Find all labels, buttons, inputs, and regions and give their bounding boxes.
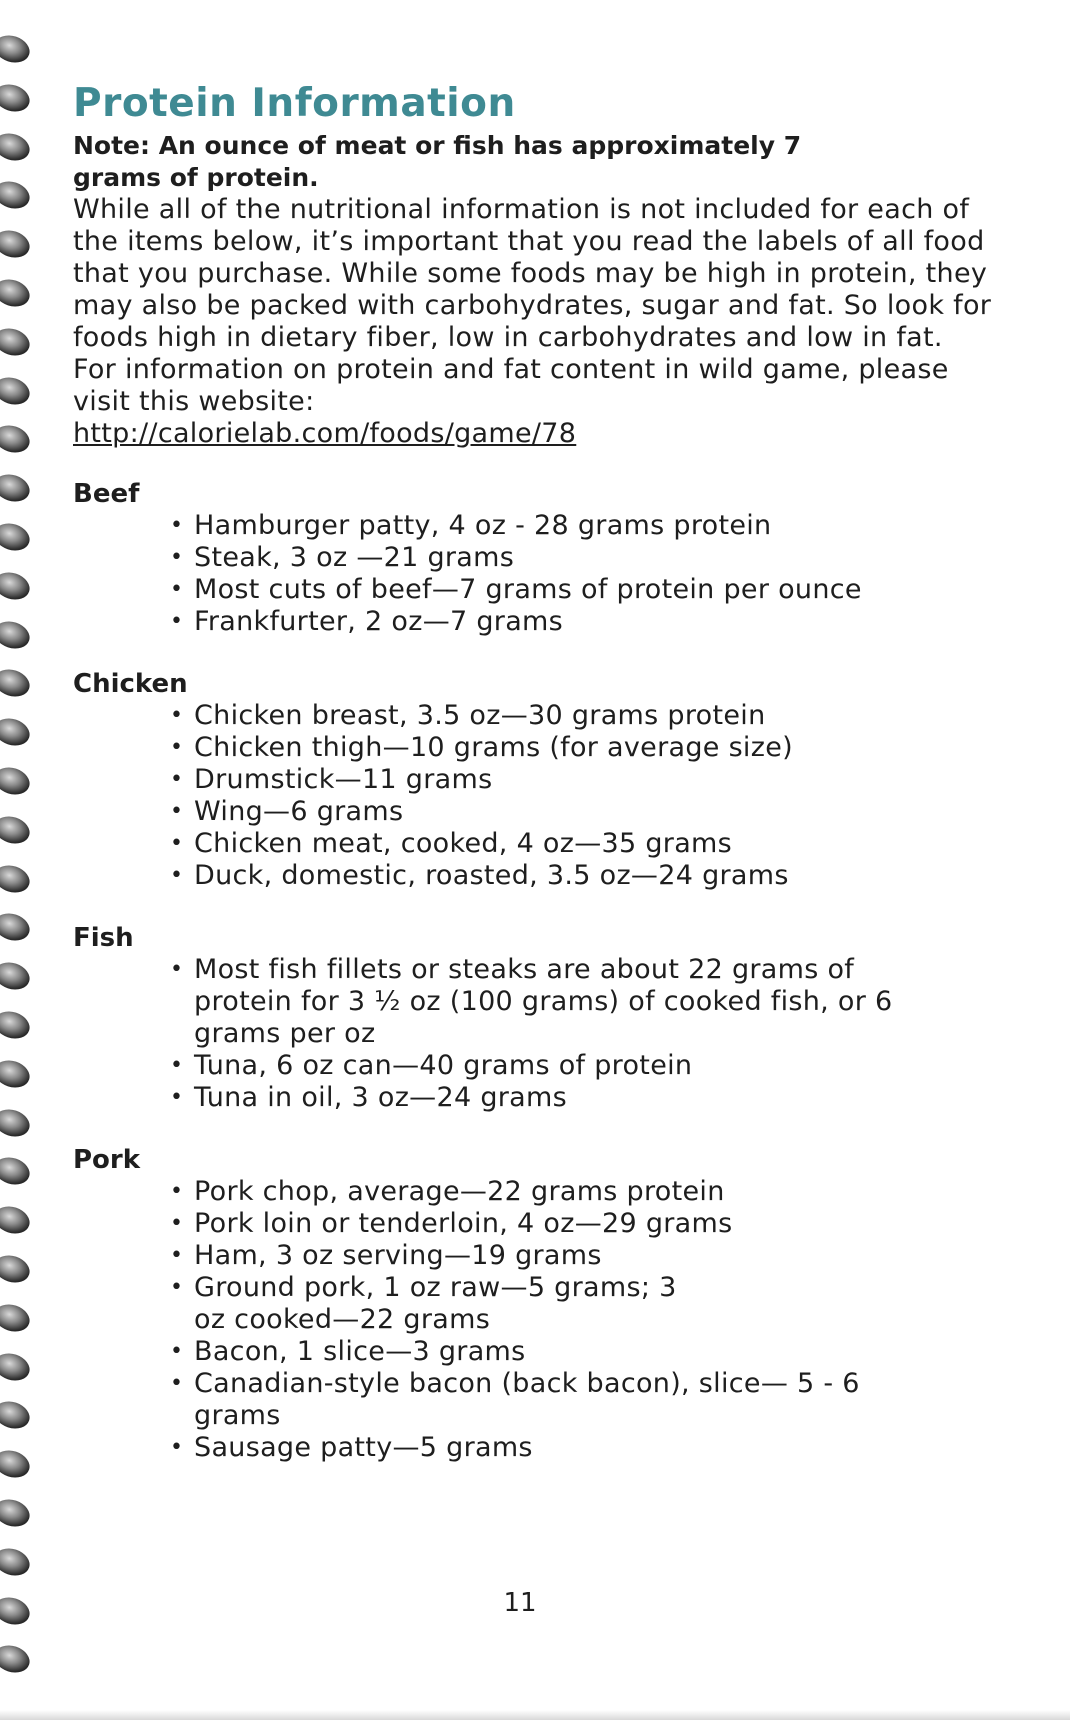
binding-coil	[0, 1202, 33, 1238]
beef-list	[73, 510, 1013, 638]
binding-coil	[0, 470, 33, 506]
binding-coil	[0, 1349, 33, 1385]
binding-coil	[0, 226, 33, 262]
chicken-list	[73, 700, 1013, 892]
binding-coil	[0, 275, 33, 311]
section-heading: Chicken	[73, 669, 188, 699]
list-item: • Ground pork, 1 oz raw—5 grams; 3 oz cooked—22 grams	[170, 1272, 714, 1336]
list-item: • Sausage patty—5 grams	[170, 1432, 1013, 1464]
binding-coil	[0, 519, 33, 555]
binding-coil	[0, 763, 33, 799]
binding-coil	[0, 421, 33, 457]
calorielab-link[interactable]: http://calorielab.com/foods/game/78	[73, 418, 577, 449]
list-item: • Chicken breast, 3.5 oz—30 grams protein	[170, 700, 1013, 732]
section-beef	[73, 478, 1013, 638]
section-heading: Beef	[73, 479, 140, 509]
list-item: • Wing—6 grams	[170, 796, 1013, 828]
list-item: • Pork loin or tenderloin, 4 oz—29 grams	[170, 1208, 1013, 1240]
list-item: • Pork chop, average—22 grams protein	[170, 1176, 1013, 1208]
binding-coil	[0, 177, 33, 213]
page-content	[73, 78, 1013, 1464]
list-item: • Tuna, 6 oz can—40 grams of protein	[170, 1050, 1013, 1082]
section-heading: Pork	[73, 1145, 141, 1175]
list-item: • Tuna in oil, 3 oz—24 grams	[170, 1082, 1013, 1114]
page-title: Protein Information	[73, 81, 516, 126]
binding-coil	[0, 1007, 33, 1043]
section-fish	[73, 922, 1013, 1114]
spiral-binding	[0, 0, 40, 1720]
binding-coil	[0, 1397, 33, 1433]
binding-coil	[0, 714, 33, 750]
binding-coil	[0, 129, 33, 165]
binding-coil	[0, 1446, 33, 1482]
list-item: • Ham, 3 oz serving—19 grams	[170, 1240, 1013, 1272]
intro-paragraph: While all of the nutritional information is not included for each of the items below, it’s important that you read the labels of all food that you purchase. While some foods may be high in protein, they may also be packed with carbohydrates, sugar and fat. So look for foods high in dietary fiber, low in carbohydrates and low in fat.	[73, 194, 992, 353]
binding-coil	[0, 617, 33, 653]
binding-coil	[0, 1495, 33, 1531]
list-item: • Most cuts of beef—7 grams of protein per ounce	[170, 574, 1013, 606]
binding-coil	[0, 31, 33, 67]
binding-coil	[0, 1300, 33, 1336]
binding-coil	[0, 324, 33, 360]
binding-coil	[0, 958, 33, 994]
page-bottom-edge	[0, 1710, 1070, 1720]
binding-coil	[0, 1105, 33, 1141]
list-item: • Chicken meat, cooked, 4 oz—35 grams	[170, 828, 1013, 860]
list-item: • Duck, domestic, roasted, 3.5 oz—24 grams	[170, 860, 1013, 892]
binding-coil	[0, 909, 33, 945]
binding-coil	[0, 665, 33, 701]
list-item: • Chicken thigh—10 grams (for average size)	[170, 732, 1013, 764]
binding-coil	[0, 568, 33, 604]
page-number: 11	[503, 1588, 537, 1618]
list-item: • Most fish fillets or steaks are about 22 grams of protein for 3 ½ oz (100 grams) of cooked fish, or 6 grams per oz	[170, 954, 934, 1050]
wild-game-text: For information on protein and fat content in wild game, please visit this website:	[73, 354, 949, 417]
section-heading: Fish	[73, 923, 134, 953]
binding-coil	[0, 80, 33, 116]
section-pork	[73, 1144, 1013, 1464]
list-item: • Frankfurter, 2 oz—7 grams	[170, 606, 1013, 638]
binding-coil	[0, 373, 33, 409]
list-item: • Hamburger patty, 4 oz - 28 grams protein	[170, 510, 1013, 542]
binding-coil	[0, 861, 33, 897]
binding-coil	[0, 1153, 33, 1189]
binding-coil	[0, 1641, 33, 1677]
binding-coil	[0, 1056, 33, 1092]
binding-coil	[0, 1251, 33, 1287]
list-item: • Steak, 3 oz —21 grams	[170, 542, 1013, 574]
fish-list	[73, 954, 1013, 1114]
list-item: • Drumstick—11 grams	[170, 764, 1013, 796]
wild-game-paragraph	[73, 354, 1013, 450]
list-item: • Bacon, 1 slice—3 grams	[170, 1336, 1013, 1368]
pork-list	[73, 1176, 1013, 1464]
section-chicken	[73, 668, 1013, 892]
binding-coil	[0, 1544, 33, 1580]
list-item: • Canadian-style bacon (back bacon), slice— 5 - 6 grams	[170, 1368, 874, 1432]
protein-note: Note: An ounce of meat or fish has approximately 7 grams of protein.	[73, 131, 802, 192]
binding-coil	[0, 812, 33, 848]
